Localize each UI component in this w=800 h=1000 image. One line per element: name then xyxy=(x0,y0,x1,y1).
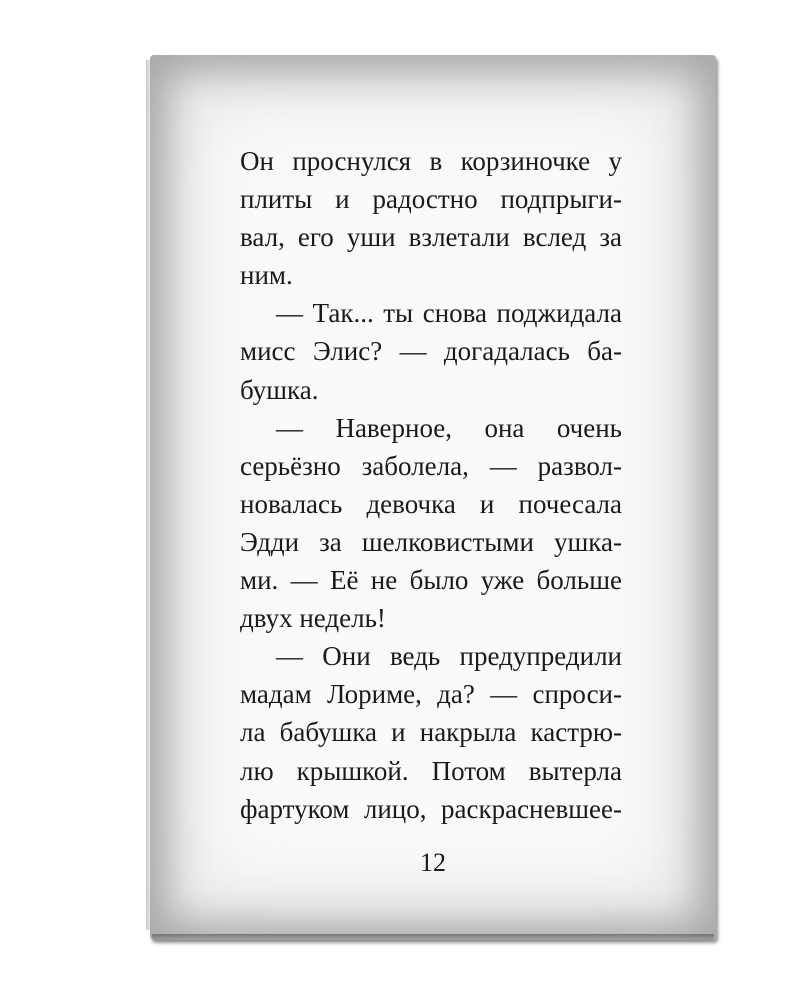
text-line: новалась девочка и почесала xyxy=(240,488,622,519)
text-line: мадам Лориме, да? — спроси- xyxy=(240,679,622,710)
text-line: ми. — Её не было уже больше xyxy=(240,565,622,596)
text-line: Он проснулся в корзиночке у xyxy=(240,146,622,176)
text-line: мисс Элис? — догадалась ба- xyxy=(240,336,622,367)
text-line: двух недель! xyxy=(240,603,386,634)
text-line: вал, его уши взлетали вслед за xyxy=(240,222,622,253)
text-line: фартуком лицо, раскрасневшее- xyxy=(240,793,622,824)
text-line: Эдди за шелковистыми ушка- xyxy=(240,526,622,557)
text-line: — Они ведь предупредили xyxy=(276,641,622,672)
page-number: 12 xyxy=(420,848,446,877)
text-line: — Так... ты снова поджидала xyxy=(276,298,622,329)
text-line: бушка. xyxy=(240,374,319,405)
text-line: плиты и радостно подпрыги- xyxy=(240,184,622,215)
text-line: ла бабушка и накрыла кастрю- xyxy=(240,717,622,748)
text-line: лю крышкой. Потом вытерла xyxy=(240,755,622,786)
text-line: ним. xyxy=(240,260,293,291)
text-line: — Наверное, она очень xyxy=(276,412,622,443)
text-line: серьёзно заболела, — развол- xyxy=(240,450,622,481)
page-bottom-shadow xyxy=(152,934,714,942)
page-body-text xyxy=(240,142,622,828)
